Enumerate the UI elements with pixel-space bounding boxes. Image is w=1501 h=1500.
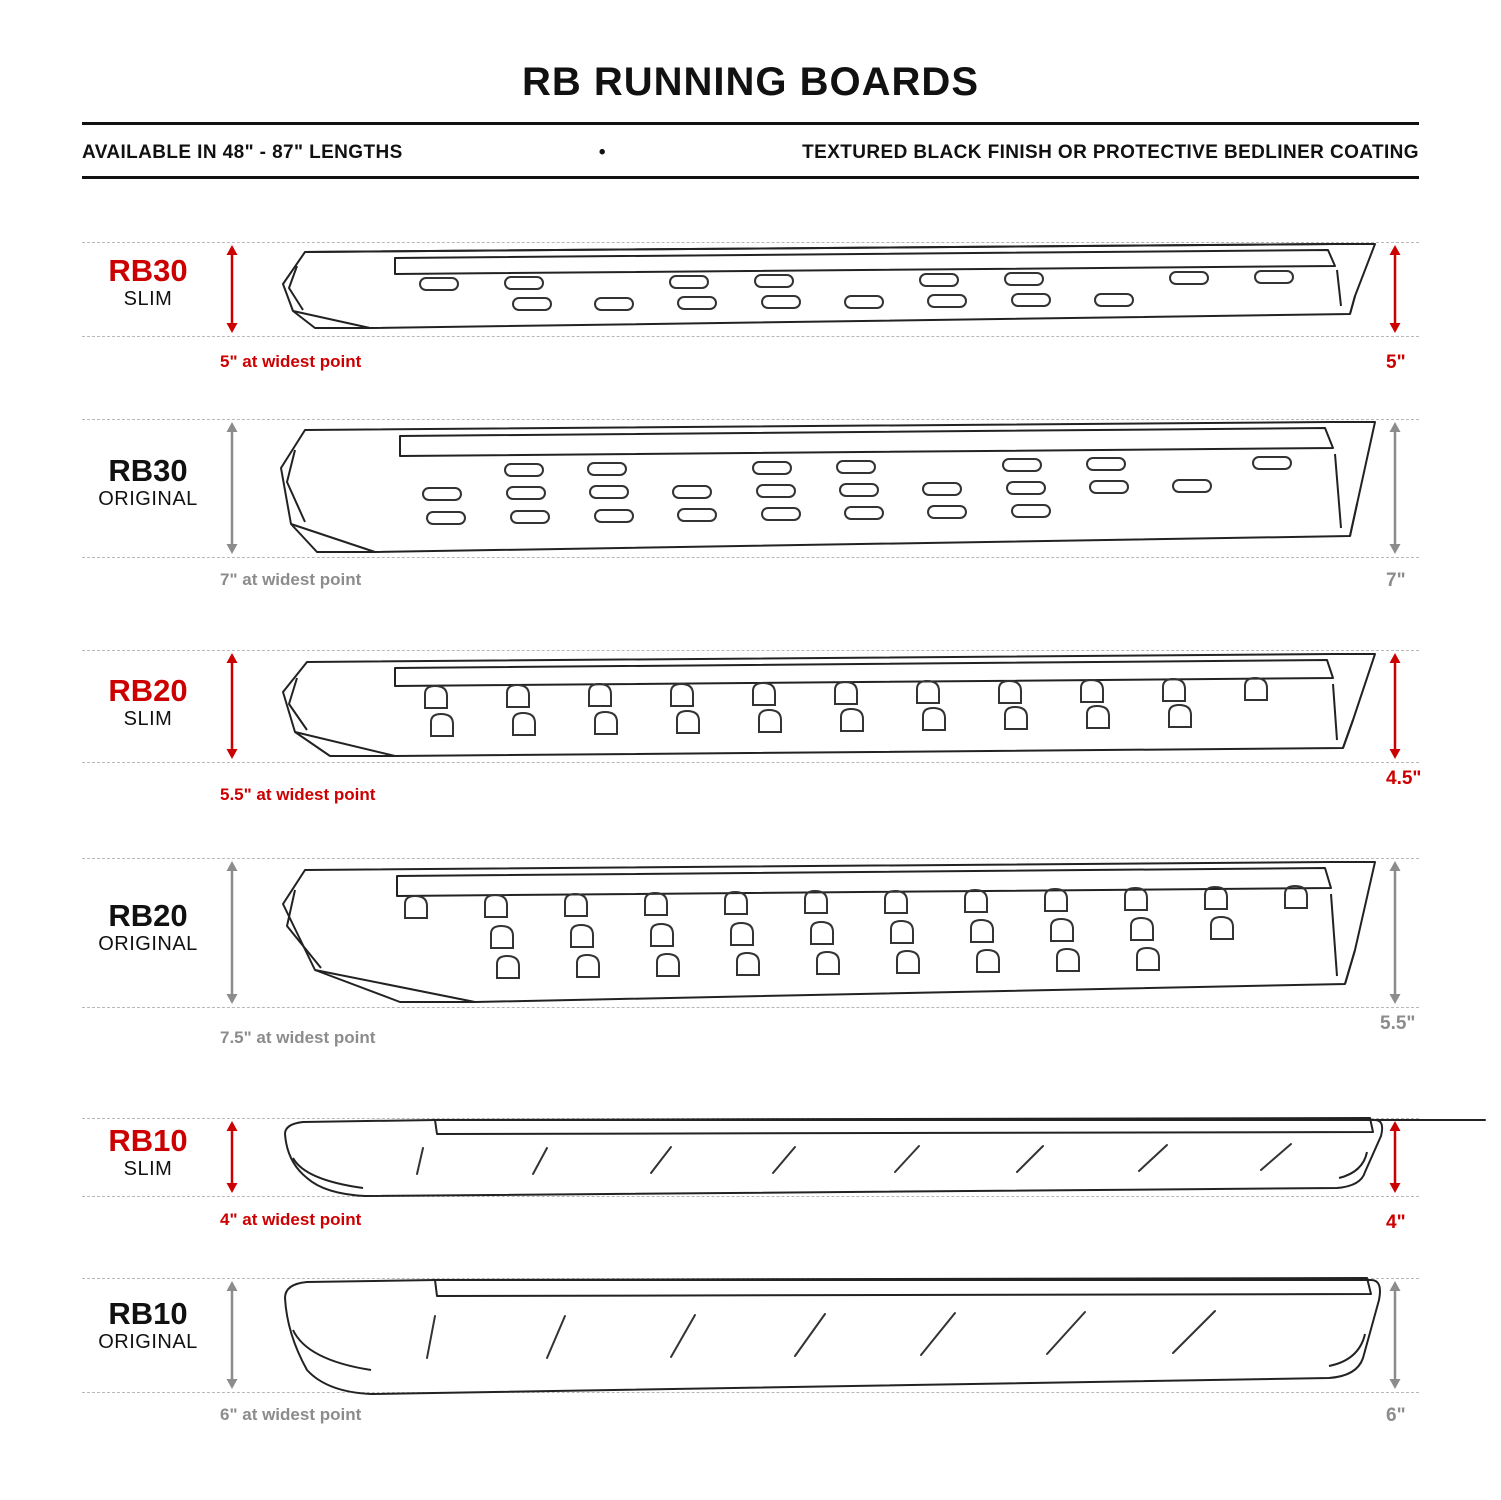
header-subtitle — [82, 142, 1419, 164]
model-variant: ORIGINAL — [98, 1331, 198, 1353]
height-arrow-left — [225, 861, 239, 1004]
widest-point-label: 7" at widest point — [220, 570, 362, 589]
model-name: RB20 — [108, 898, 188, 933]
row-label-rb30-slim — [88, 255, 208, 312]
model-name: RB30 — [108, 453, 188, 488]
height-arrow-right — [1388, 1121, 1402, 1193]
side-dimension-label: 4.5" — [1386, 768, 1422, 789]
row-label-rb10-slim — [88, 1125, 208, 1182]
header-rule-top — [82, 122, 1419, 125]
height-arrow-left — [225, 1281, 239, 1389]
side-dimension-label: 6" — [1386, 1405, 1406, 1426]
row-label-rb30-original — [88, 455, 208, 512]
subtitle-separator: • — [598, 142, 606, 163]
height-arrow-right — [1388, 1281, 1402, 1389]
model-variant: ORIGINAL — [98, 488, 198, 510]
side-dimension-label: 4" — [1386, 1212, 1406, 1233]
side-dimension-label: 5" — [1386, 352, 1406, 373]
model-name: RB10 — [108, 1123, 188, 1158]
model-name: RB10 — [108, 1296, 188, 1331]
widest-point-label: 5.5" at widest point — [220, 785, 376, 804]
height-arrow-left — [225, 653, 239, 759]
board-illustration-rb30-slim — [275, 236, 1380, 342]
height-arrow-left — [225, 422, 239, 554]
height-arrow-right — [1388, 861, 1402, 1004]
model-name: RB30 — [108, 253, 188, 288]
height-arrow-left — [225, 1121, 239, 1193]
height-arrow-right — [1388, 653, 1402, 759]
header — [0, 0, 1501, 163]
model-name: RB20 — [108, 673, 188, 708]
model-variant: SLIM — [123, 708, 173, 730]
model-variant: SLIM — [123, 288, 173, 310]
height-arrow-right — [1388, 422, 1402, 554]
row-label-rb20-slim — [88, 675, 208, 732]
side-dimension-label: 7" — [1386, 570, 1406, 591]
board-illustration-rb20-slim — [275, 644, 1380, 766]
subtitle-lengths: AVAILABLE IN 48" - 87" LENGTHS — [82, 142, 403, 163]
model-variant: ORIGINAL — [98, 933, 198, 955]
model-variant: SLIM — [123, 1158, 173, 1180]
board-illustration-rb30-original — [275, 412, 1380, 562]
board-illustration-rb10-original — [275, 1272, 1380, 1402]
row-label-rb20-original — [88, 900, 208, 957]
board-illustration-rb20-original — [275, 852, 1380, 1010]
side-dimension-label: 5.5" — [1380, 1013, 1416, 1034]
widest-point-label: 5" at widest point — [220, 352, 362, 371]
header-rule-bottom — [82, 176, 1419, 179]
board-illustration-rb10-slim — [275, 1112, 1380, 1202]
widest-point-label: 6" at widest point — [220, 1405, 362, 1424]
widest-point-label: 7.5" at widest point — [220, 1028, 376, 1047]
subtitle-finish: TEXTURED BLACK FINISH OR PROTECTIVE BEDLINER COATING — [802, 142, 1419, 163]
row-label-rb10-original — [88, 1298, 208, 1355]
height-arrow-right — [1388, 245, 1402, 333]
widest-point-label: 4" at widest point — [220, 1210, 362, 1229]
height-arrow-left — [225, 245, 239, 333]
page-title: RB RUNNING BOARDS — [522, 60, 979, 104]
